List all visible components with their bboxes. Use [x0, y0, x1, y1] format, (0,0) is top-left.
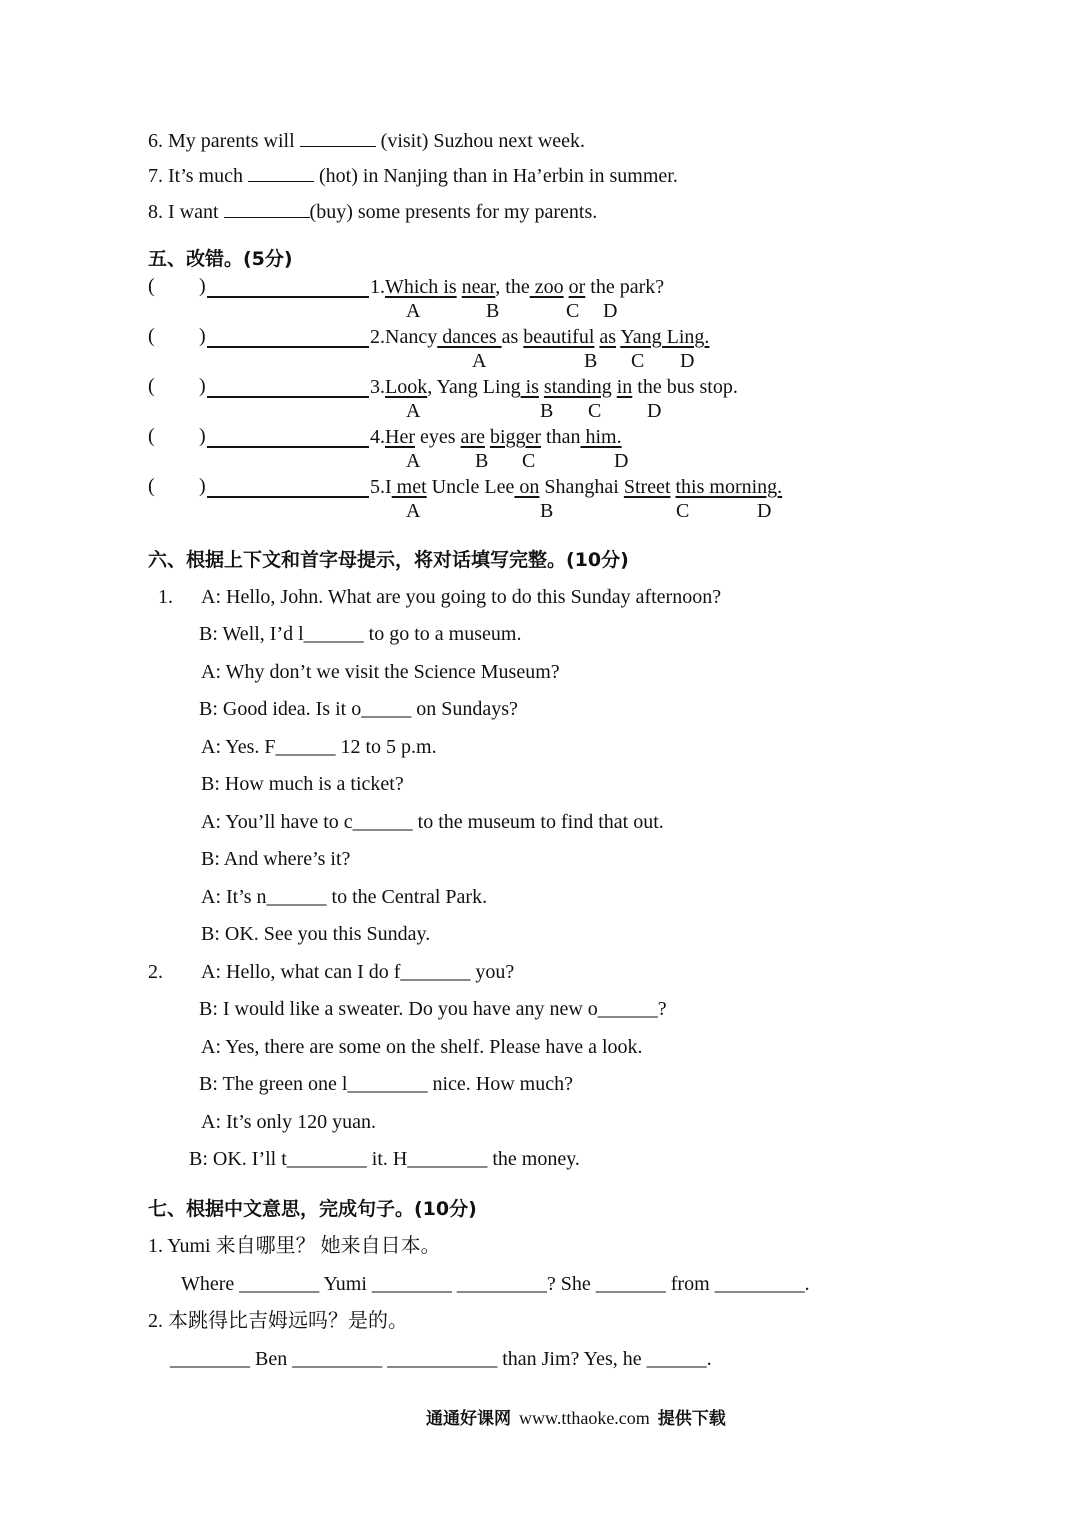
correction-blank[interactable] — [207, 324, 369, 348]
bracket-open: ( — [148, 275, 155, 297]
dialog-line: A: It’s only 120 yuan. — [201, 1111, 376, 1133]
sentence-text: I — [385, 476, 392, 498]
dialog-line: A: Hello, what can I do f_______ you? — [201, 961, 515, 983]
error-sentence-4 — [370, 425, 622, 449]
bracket-open: ( — [148, 375, 155, 397]
underlined-segment: standing — [543, 376, 612, 398]
dialog-line: B: The green one l________ nice. How much? — [199, 1073, 573, 1095]
underlined-segment: dances — [437, 326, 502, 348]
translation-question-1: 1. Yumi 来自哪里？ 她来自日本。 — [148, 1235, 441, 1257]
option-letter: D — [603, 300, 618, 322]
dialog-line: B: I would like a sweater. Do you have any new o______? — [199, 998, 667, 1020]
translation-question-2: 2. 本跳得比吉姆远吗？是的。 — [148, 1310, 408, 1332]
choice-slot[interactable] — [160, 325, 196, 347]
underlined-segment: this morning. — [675, 476, 783, 498]
section-heading-6: 六、根据上下文和首字母提示，将对话填写完整。(10分) — [148, 549, 629, 571]
option-letter: C — [676, 500, 690, 522]
option-letter: C — [566, 300, 580, 322]
option-letter: B — [486, 300, 500, 322]
footer-url[interactable]: www.tthaoke.com — [519, 1408, 650, 1428]
underlined-segment: met — [391, 476, 427, 498]
footer-site-name: 通通好课网 — [426, 1409, 511, 1429]
bracket-close: ) — [199, 375, 206, 397]
choice-slot[interactable] — [160, 475, 196, 497]
underlined-segment: on — [514, 476, 540, 498]
sentence-text: the bus stop. — [632, 376, 738, 398]
translation-answer-1[interactable]: Where ________ Yumi ________ _________? She _______ from _________. — [181, 1273, 810, 1295]
bracket-close: ) — [199, 325, 206, 347]
option-letter: B — [540, 400, 554, 422]
exercise-item-7: 7. It’s much (hot) in Nanjing than in Ha’erbin in summer. — [148, 165, 678, 187]
item-number: 3. — [370, 376, 385, 398]
dialog-line: A: Yes. F______ 12 to 5 p.m. — [201, 736, 437, 758]
underlined-segment: as — [599, 326, 617, 348]
option-letter: A — [406, 300, 421, 322]
underlined-segment: near — [461, 276, 496, 298]
dialog-line: B: Good idea. Is it o_____ on Sundays? — [199, 698, 518, 720]
footer-download: 提供下载 — [657, 1409, 726, 1429]
option-letter: D — [647, 400, 662, 422]
error-sentence-1 — [370, 275, 664, 299]
underlined-segment: beautiful — [523, 326, 595, 348]
bracket-close: ) — [199, 425, 206, 447]
option-letter: B — [475, 450, 489, 472]
underlined-segment: Yang Ling. — [620, 326, 710, 348]
underlined-segment: bigger — [489, 426, 542, 448]
underlined-segment: zoo — [529, 276, 564, 298]
section-heading-7: 七、根据中文意思，完成句子。(10分) — [148, 1198, 477, 1220]
underlined-segment: is — [438, 276, 457, 298]
option-letter: A — [406, 500, 421, 522]
option-letter: A — [406, 400, 421, 422]
dialog-line: B: OK. I’ll t________ it. H________ the money. — [189, 1148, 580, 1170]
option-letter: C — [522, 450, 536, 472]
option-letter: C — [631, 350, 645, 372]
sentence-text: as — [501, 326, 524, 348]
sentence-text: Shanghai — [539, 476, 624, 498]
translation-answer-2[interactable]: ________ Ben _________ ___________ than Jim? Yes, he ______. — [170, 1348, 712, 1370]
sentence-text: eyes — [414, 426, 461, 448]
bracket-open: ( — [148, 425, 155, 447]
dialog-line: A: Yes, there are some on the shelf. Please have a look. — [201, 1036, 643, 1058]
bracket-open: ( — [148, 475, 155, 497]
option-letter: B — [540, 500, 554, 522]
sentence-text: , the — [495, 276, 530, 298]
option-letter: A — [472, 350, 487, 372]
underlined-segment: is — [520, 376, 539, 398]
footer-credit — [426, 1404, 726, 1429]
error-sentence-2 — [370, 325, 709, 349]
item-number: 1. — [370, 276, 385, 298]
option-letter: D — [680, 350, 695, 372]
dialog-line: A: It’s n______ to the Central Park. — [201, 886, 488, 908]
section-heading-5: 五、改错。(5分) — [148, 248, 293, 270]
choice-slot[interactable] — [160, 275, 196, 297]
dialog-line: A: Why don’t we visit the Science Museum? — [201, 661, 560, 683]
error-sentence-3 — [370, 375, 738, 399]
item-number: 2. — [370, 326, 385, 348]
item-number: 4. — [370, 426, 385, 448]
option-letter: D — [757, 500, 772, 522]
underlined-segment: him. — [580, 426, 622, 448]
underlined-segment: Which — [385, 276, 439, 298]
sentence-text: Nancy — [385, 326, 438, 348]
correction-blank[interactable] — [207, 374, 369, 398]
sentence-text: Uncle Lee — [426, 476, 515, 498]
bracket-close: ) — [199, 275, 206, 297]
error-sentence-5 — [370, 475, 782, 499]
correction-blank[interactable] — [207, 274, 369, 298]
dialog-line: B: How much is a ticket? — [201, 773, 404, 795]
option-letter: D — [614, 450, 629, 472]
option-letter: A — [406, 450, 421, 472]
answer-blank[interactable] — [224, 199, 310, 218]
underlined-segment: Street — [623, 476, 671, 498]
dialog-number-1: 1. — [158, 586, 173, 608]
dialog-line: A: You’ll have to c______ to the museum to find that out. — [201, 811, 664, 833]
dialog-line: B: OK. See you this Sunday. — [201, 923, 431, 945]
dialog-number-2: 2. — [148, 961, 163, 983]
exercise-item-8: 8. I want (buy) some presents for my parents. — [148, 201, 598, 223]
correction-blank[interactable] — [207, 424, 369, 448]
sentence-text: than — [541, 426, 581, 448]
item-number: 5. — [370, 476, 385, 498]
bracket-open: ( — [148, 325, 155, 347]
underlined-segment: Look — [385, 376, 428, 398]
choice-slot[interactable] — [160, 375, 196, 397]
answer-blank[interactable] — [300, 128, 376, 147]
option-letter: B — [584, 350, 598, 372]
dialog-line: B: And where’s it? — [201, 848, 351, 870]
underlined-segment: or — [568, 276, 586, 298]
underlined-segment: are — [460, 426, 485, 448]
choice-slot[interactable] — [160, 425, 196, 447]
dialog-line: B: Well, I’d l______ to go to a museum. — [199, 623, 522, 645]
bracket-close: ) — [199, 475, 206, 497]
correction-blank[interactable] — [207, 474, 369, 498]
dialog-line: A: Hello, John. What are you going to do this Sunday afternoon? — [201, 586, 722, 608]
exercise-item-6: 6. My parents will (visit) Suzhou next week. — [148, 130, 586, 152]
sentence-text: the park? — [585, 276, 665, 298]
option-letter: C — [588, 400, 602, 422]
sentence-text: , Yang Ling — [427, 376, 521, 398]
underlined-segment: in — [616, 376, 633, 398]
answer-blank[interactable] — [248, 163, 314, 182]
underlined-segment: Her — [385, 426, 415, 448]
